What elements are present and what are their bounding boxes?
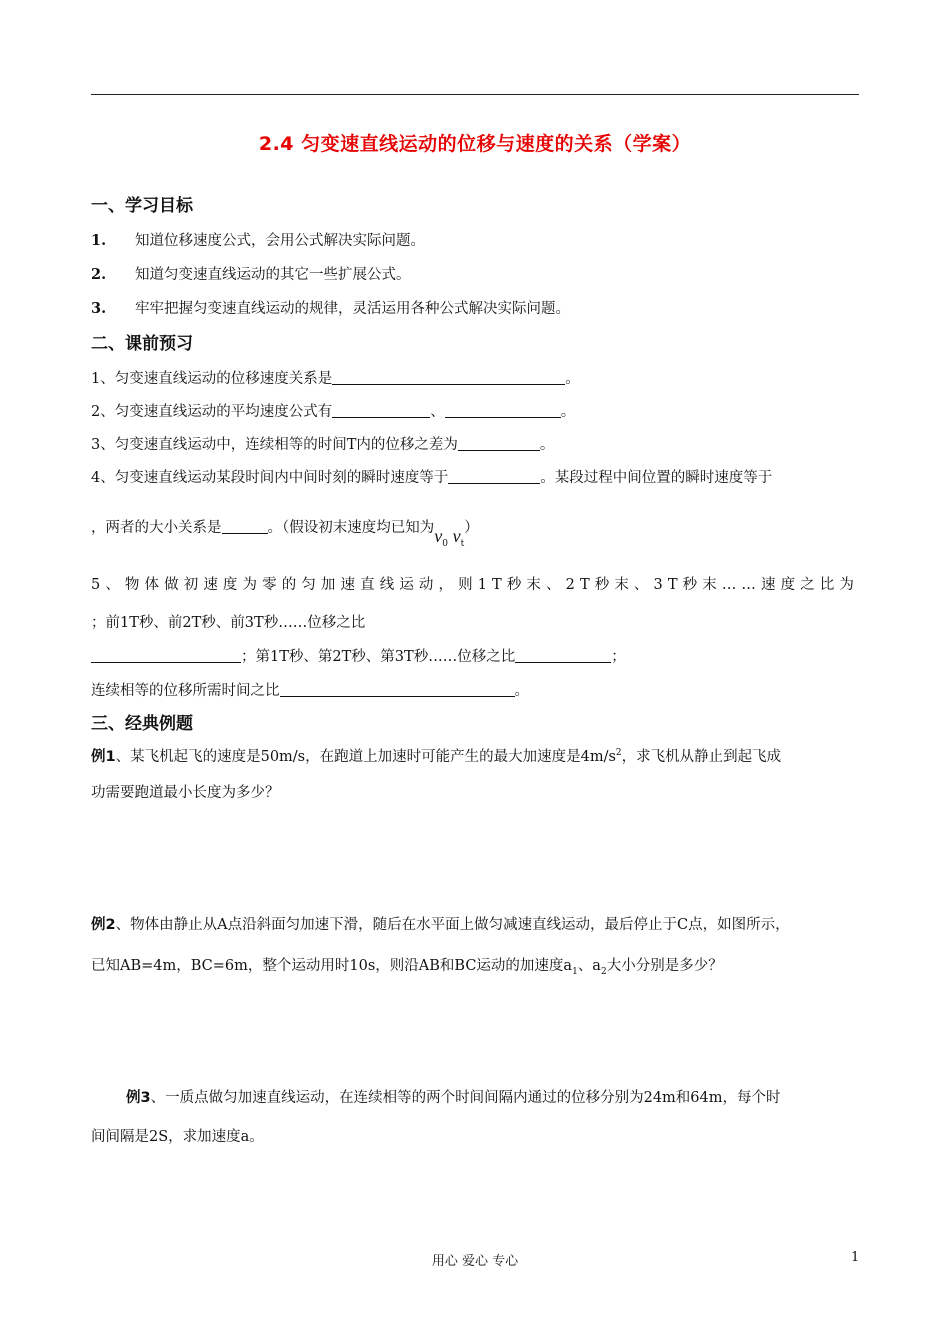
answer-blank[interactable]: [445, 402, 561, 418]
goal-item: [91, 229, 425, 250]
velocity-symbols: [434, 526, 465, 549]
question-end: 。: [539, 437, 555, 453]
goal-number: 1.: [91, 232, 107, 249]
question-text: 连续相等的位移所需时间之比: [91, 683, 280, 699]
example-label: 例2: [91, 917, 116, 933]
initial-velocity-symbol: v: [434, 526, 443, 546]
example-text: 、a: [577, 958, 601, 974]
question-separator: 、: [430, 404, 445, 420]
goal-text: 知道匀变速直线运动的其它一些扩展公式。: [135, 267, 411, 283]
final-velocity-symbol: v: [452, 526, 461, 546]
example-1-cont: 功需要跑道最小长度为多少？: [91, 785, 280, 801]
example-3-cont: 间间隔是2S，求加速度a。: [91, 1129, 264, 1145]
header-rule: [91, 94, 859, 95]
section-heading-goals: 一、学习目标: [91, 196, 193, 216]
question-text: 1、匀变速直线运动的位移速度关系是: [91, 371, 333, 387]
question-text: 3、匀变速直线运动中，连续相等的时间T内的位移之差为: [91, 437, 458, 453]
question-end: 。: [560, 404, 576, 420]
example-label: 例3: [126, 1090, 151, 1106]
example-1: [91, 745, 781, 766]
goal-text: 牢牢把握匀变速直线运动的规律，灵活运用各种公式解决实际问题。: [135, 301, 570, 317]
preview-question-1: [91, 367, 580, 388]
preview-question-2: [91, 400, 575, 421]
answer-blank[interactable]: [458, 435, 540, 451]
answer-blank[interactable]: [91, 647, 241, 663]
question-end: ）: [464, 520, 479, 536]
question-text: 。某段过程中间位置的瞬时速度等于: [540, 470, 773, 486]
answer-blank[interactable]: [222, 518, 268, 534]
question-end: 。: [565, 371, 580, 387]
section-heading-examples: 三、经典例题: [91, 714, 193, 734]
question-text: ；前1T秒、前2T秒、前3T秒……位移之比: [91, 615, 366, 631]
goal-number: 3.: [91, 300, 107, 317]
goal-item: [91, 297, 570, 318]
question-text: 5、物体做初速度为零的匀加速直线运动，则1T秒末、2T秒末、3T秒末……速度之比为: [91, 577, 860, 593]
preview-question-5-c: [91, 645, 626, 666]
answer-blank[interactable]: [515, 647, 611, 663]
answer-blank[interactable]: [448, 468, 540, 484]
page-title: 2.4 匀变速直线运动的位移与速度的关系（学案）: [258, 133, 692, 155]
question-text: 。（假设初末速度均已知为: [267, 520, 435, 536]
preview-question-5: [91, 573, 859, 594]
goal-number: 2.: [91, 266, 107, 283]
question-text: ；第1T秒、第2T秒、第3T秒……位移之比: [241, 649, 516, 665]
subscript: t: [460, 538, 465, 549]
example-text: 、某飞机起飞的速度是50m/s，在跑道上加速时可能产生的最大加速度是4m/s: [115, 749, 616, 765]
preview-question-4: [91, 466, 772, 487]
section-heading-preview: 二、课前预习: [91, 334, 193, 354]
page-number: 1: [851, 1250, 860, 1265]
goal-text: 知道位移速度公式，会用公式解决实际问题。: [135, 233, 425, 249]
subscript: 2: [600, 966, 607, 977]
question-end: ；: [611, 649, 626, 665]
example-2: [91, 913, 790, 934]
question-text: 2、匀变速直线运动的平均速度公式有: [91, 404, 333, 420]
answer-blank[interactable]: [332, 369, 565, 385]
subscript: 1: [572, 966, 578, 977]
subscript: 0: [442, 538, 448, 549]
question-text: 4、匀变速直线运动某段时间内中间时刻的瞬时速度等于: [91, 470, 449, 486]
question-end: 。: [514, 683, 529, 699]
example-3: [126, 1086, 781, 1107]
example-text: 、物体由静止从A点沿斜面匀加速下滑，随后在水平面上做匀减速直线运动，最后停止于C点，如图所示，: [115, 917, 790, 933]
footer-motto: 用心 爱心 专心: [431, 1254, 519, 1269]
example-label: 例1: [91, 749, 116, 765]
answer-blank[interactable]: [280, 681, 515, 697]
example-2-cont: [91, 954, 723, 977]
goal-item: [91, 263, 411, 284]
preview-question-5-b: [91, 611, 365, 632]
answer-blank[interactable]: [332, 402, 430, 418]
preview-question-3: [91, 433, 554, 454]
example-text: 已知AB=4m，BC=6m，整个运动用时10s，则沿AB和BC运动的加速度a: [91, 958, 573, 974]
question-text: ，两者的大小关系是: [91, 520, 222, 536]
example-text: 大小分别是多少？: [606, 958, 723, 974]
preview-question-4-cont: [91, 516, 479, 549]
preview-question-5-d: [91, 679, 529, 700]
example-text: 、一质点做匀加速直线运动，在连续相等的两个时间间隔内通过的位移分别为24m和64m，每个时: [150, 1090, 781, 1106]
superscript: 2: [615, 748, 622, 759]
example-text: ，求飞机从静止到起飞成: [621, 749, 782, 765]
